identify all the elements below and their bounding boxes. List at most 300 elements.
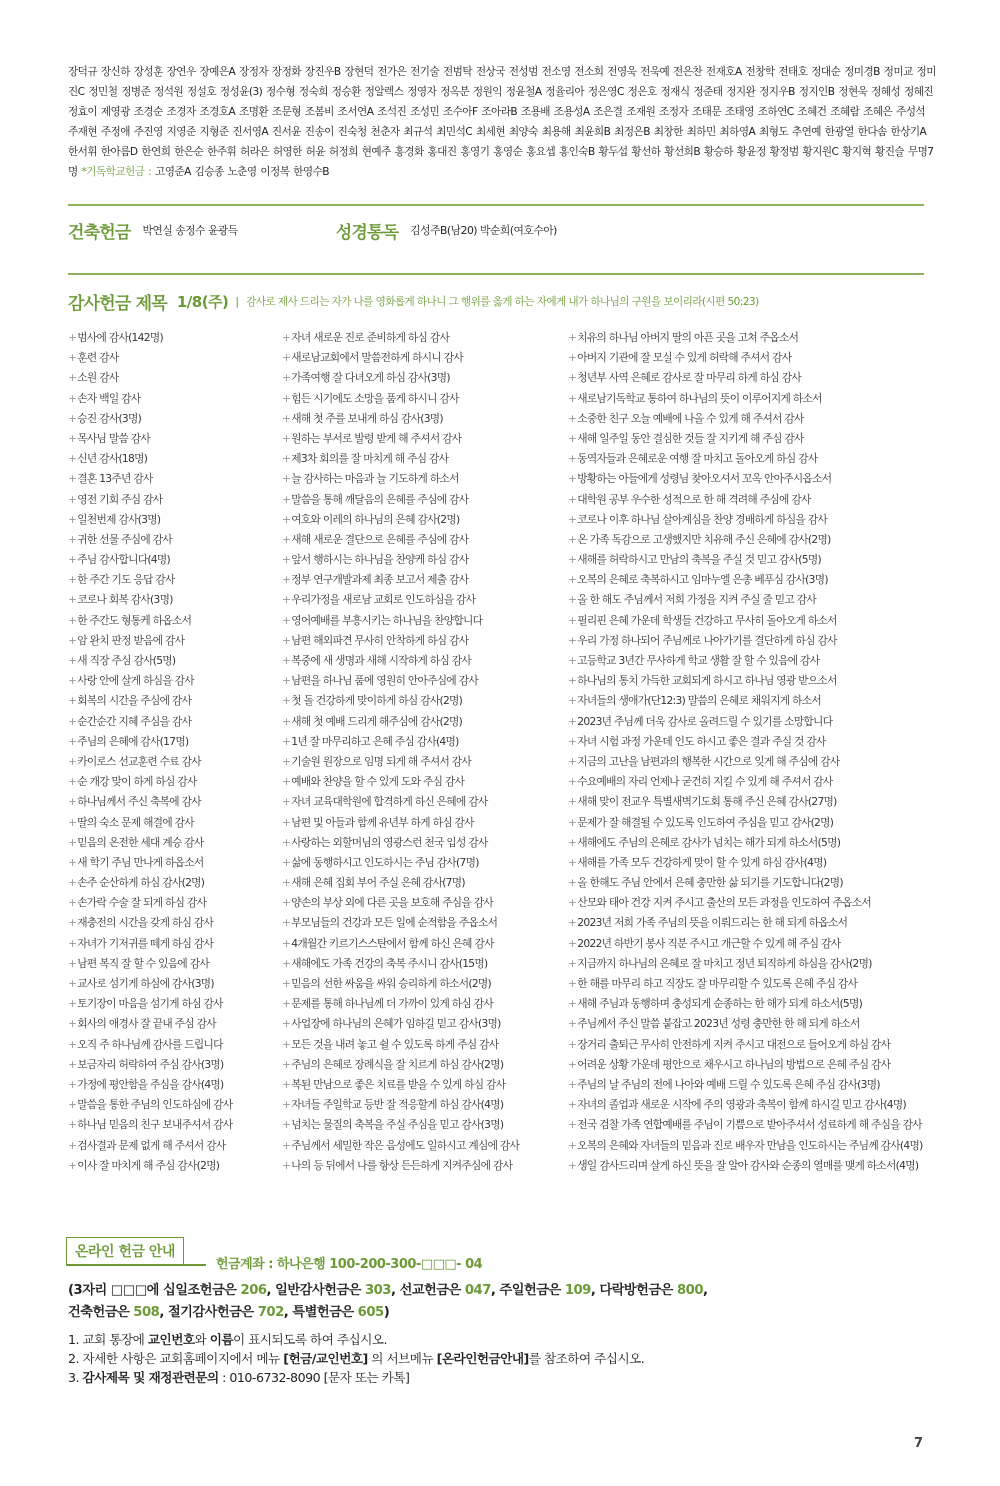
plus-icon: + [568, 754, 577, 768]
plus-icon: + [568, 1077, 577, 1091]
thanks-item [68, 732, 232, 752]
plus-icon: + [282, 331, 291, 344]
thanks-item [568, 893, 923, 913]
plus-icon: + [68, 371, 77, 385]
plus-icon: + [282, 613, 291, 627]
thanks-item-text: 새해 첫 주를 보내게 하심 감사(3명) [291, 411, 443, 425]
thanks-item [68, 510, 232, 530]
thanks-item-text: 우리 가정 하나되어 주님께로 나아가기를 결단하게 하심 감사 [577, 633, 837, 647]
thanks-item-text: 신년 감사(18명) [77, 452, 148, 466]
thanks-item-text: 하나님께서 주신 축복에 감사 [77, 795, 201, 809]
thanks-item-text: 남편 복직 잘 할 수 있음에 감사 [77, 956, 209, 970]
plus-icon: + [568, 573, 577, 587]
thanks-item-text: 일천번제 감사(3명) [77, 512, 161, 526]
divider-middle [68, 273, 924, 275]
code-label: 일반감사헌금은 [275, 1283, 361, 1298]
thanks-item [568, 550, 923, 570]
thanks-item-text: 자녀가 기저귀를 떼게 하심 감사 [77, 936, 214, 950]
plus-icon: + [68, 452, 77, 466]
thanks-item [68, 348, 232, 368]
plus-icon: + [568, 613, 577, 627]
thanks-item-text: 한 주간 기도 응답 감사 [77, 573, 175, 587]
thanks-item [282, 1095, 519, 1115]
thanks-item-text: 교사로 섬기게 하심에 감사(3명) [77, 977, 214, 990]
thanks-item [68, 1156, 232, 1176]
building-bible-row [68, 215, 557, 245]
plus-icon: + [568, 553, 577, 567]
thanks-item [68, 893, 232, 913]
thanks-item-text: 4개월간 키르기스스탄에서 함께 하신 은혜 감사 [291, 936, 494, 950]
thanks-item-text: 가정에 평안함을 주심을 감사(4명) [77, 1077, 224, 1091]
thanks-item-text: 믿음의 선한 싸움을 싸워 승리하게 하소서(2명) [291, 977, 492, 990]
thanks-item-text: 자녀들의 생애가(단12:3) 말씀의 은혜로 채워지게 하소서 [577, 694, 821, 708]
thanks-item-text: 새해 일주일 동안 결심한 것들 잘 지키게 해 주심 감사 [577, 431, 804, 445]
plus-icon: + [68, 1017, 77, 1031]
thanks-item-text: 순 개강 맞이 하게 하심 감사 [77, 775, 197, 789]
thanks-item [568, 712, 923, 732]
thanks-item [568, 1075, 923, 1095]
plus-icon: + [68, 593, 77, 607]
thanks-item [568, 1014, 923, 1034]
thanks-item-text: 올 한해도 주님 안에서 은혜 충만한 삶 되기를 기도합니다(2명) [577, 876, 843, 890]
thanks-item [68, 590, 232, 610]
plus-icon: + [282, 855, 291, 869]
thanks-item-text: 재충전의 시간을 갖게 하심 감사 [77, 916, 214, 930]
plus-icon: + [568, 876, 577, 890]
plus-icon: + [568, 1098, 577, 1112]
plus-icon: + [568, 654, 577, 667]
thanks-item-text: 사랑 안에 살게 하심을 감사 [77, 674, 194, 688]
plus-icon: + [568, 431, 577, 445]
plus-icon: + [68, 654, 77, 667]
donor-names: 장덕규 장신하 장성훈 장연우 장예은A 장정자 장정화 장진우B 장현덕 전가은 전기술 전범탁 전상국 전성범 전소영 전소희 전영욱 전욱예 전은찬 전재호A 전창학 전태호 정대순 정미경B 정미교 정미진C 정민철 정병준 정석원 정설호 정성윤(3) 정수형 정숙희 정승환 정알렉스 정영자 정옥분 정원익 정윤철A 정율리아 정은영C 정은호 정재식 정준태 정지완 정지우B 정지인B 정현욱 정혜성 정혜진 정효이 제영광 조경순 조경자 조경호A 조명환 조문형 조봄비 조서연A 조석진 조성민 조수아F 조아라B 조용배 조용성A 조은결 조재원 조정자 조태문 조태영 조하연C 조혜건 조혜람 조혜은 주성석 주재현 주정애 주진영 지영준 지형준 진서영A 진서윤 진송이 진숙청 천춘자 최규석 최민석C 최세현 최양숙 최용해 최윤희B 최정은B 최창한 최하민 최하영A 최형도 추연예 한광열 한다솜 한상기A 한서휘 한아름D 한연희 한은순 한주휘 허라은 허영한 허윤 허정희 현예주 홍경화 홍대진 홍영기 홍영순 홍요셉 홍인숙B 황두섭 황선하 황선희B 황승하 황윤정 황정범 황지원C 황지혁 황진슬 무명7명 [68, 66, 936, 178]
thanks-item-text: 보금자리 허락하여 주심 감사(3명) [77, 1057, 224, 1071]
code-number: 702 [257, 1305, 284, 1320]
thanks-item [568, 490, 923, 510]
plus-icon: + [282, 411, 291, 425]
plus-icon: + [568, 512, 577, 526]
thanks-item-text: 토기장이 마음을 섬기게 하심 감사 [77, 997, 223, 1011]
thanks-item [68, 853, 232, 873]
plus-icon: + [568, 1017, 577, 1031]
plus-icon: + [68, 1098, 77, 1112]
thanks-separator: | [235, 294, 240, 308]
thanks-item-text: 영어예배를 부흥시키는 하나님을 찬양합니다 [291, 613, 483, 627]
plus-icon: + [282, 532, 291, 546]
plus-icon: + [282, 835, 291, 849]
thanks-item-text: 암 완치 판정 받음에 감사 [77, 633, 185, 647]
thanks-item-text: 첫 돌 건강하게 맞이하게 하심 감사(2명) [291, 694, 463, 708]
code-label: 특별헌금은 [292, 1305, 354, 1320]
thanks-item-text: 훈련 감사 [77, 351, 119, 365]
thanks-item [282, 1156, 519, 1176]
thanks-item-text: 2023년 주님께 더욱 감사로 올려드릴 수 있기를 소망합니다 [577, 714, 833, 728]
thanks-item-text: 오직 주 하나님께 감사를 드립니다 [77, 1037, 223, 1051]
thanks-item [282, 873, 519, 893]
thanks-item-text: 복된 만남으로 좋은 치료를 받을 수 있게 하심 감사 [291, 1077, 506, 1091]
thanks-item [68, 1136, 232, 1156]
thanks-item [68, 712, 232, 732]
thanks-item [568, 833, 923, 853]
thanks-item [68, 954, 232, 974]
code-label: 건축헌금은 [68, 1305, 130, 1320]
note-3: 3. 감사제목 및 재정관련문의 : 010-6732-8090 [문자 또는 카톡] [68, 1370, 410, 1385]
plus-icon: + [282, 1017, 291, 1031]
plus-icon: + [68, 1158, 77, 1172]
plus-icon: + [282, 633, 291, 647]
thanks-item [282, 671, 519, 691]
thanks-item-text: 새해 첫 예배 드리게 해주심에 감사(2명) [291, 714, 463, 728]
thanks-item [568, 328, 923, 348]
thanks-column-1 [68, 328, 232, 1176]
thanks-item [68, 1115, 232, 1135]
plus-icon: + [282, 1158, 291, 1172]
thanks-item [68, 550, 232, 570]
code-label: 십일조헌금은 [162, 1283, 237, 1298]
thanks-item [68, 1095, 232, 1115]
thanks-item-text: 코로나 이후 하나님 살아계심을 찬양 경배하게 하심을 감사 [577, 512, 828, 526]
bible-names: 김성주B(남20) 박순희(여호수아) [410, 223, 557, 237]
plus-icon: + [282, 876, 291, 890]
thanks-item [568, 1055, 923, 1075]
thanks-item [282, 348, 519, 368]
plus-icon: + [282, 492, 291, 506]
plus-icon: + [282, 674, 291, 688]
thanks-item [282, 1075, 519, 1095]
plus-icon: + [282, 452, 291, 466]
thanks-item-text: 넘치는 물질의 축복을 주실 주심을 믿고 감사(3명) [291, 1118, 504, 1132]
school-offering-label: *기독학교헌금 : [81, 166, 152, 178]
plus-icon: + [68, 391, 77, 405]
thanks-item [282, 651, 519, 671]
plus-icon: + [68, 795, 77, 809]
plus-icon: + [568, 977, 577, 990]
thanks-item-text: 필리핀 은혜 가운데 학생들 건강하고 무사히 돌아오게 하소서 [577, 613, 837, 627]
thanks-item [568, 389, 923, 409]
thanks-item [568, 671, 923, 691]
thanks-item-text: 주님께서 주신 말씀 붙잡고 2023년 성령 충만한 한 해 되게 하소서 [577, 1017, 860, 1031]
thanks-item-text: 주님의 날 주님의 전에 나아와 예배 드릴 수 있도록 은혜 주심 감사(3명) [577, 1077, 880, 1091]
thanks-item [568, 954, 923, 974]
thanks-item [568, 651, 923, 671]
thanks-date: 1/8(주) [176, 292, 229, 311]
thanks-item [282, 893, 519, 913]
plus-icon: + [68, 1057, 77, 1071]
thanks-item-text: 청년부 사역 은혜로 감사로 잘 마무리 하게 하심 감사 [577, 371, 801, 385]
thanks-item [282, 934, 519, 954]
thanks-item-text: 정부 연구개발과제 최종 보고서 제출 감사 [291, 573, 469, 587]
thanks-item [282, 631, 519, 651]
plus-icon: + [568, 835, 577, 849]
thanks-verse: 감사로 제사 드리는 자가 나를 영화롭게 하나니 그 행위를 옳게 하는 자에게 내가 하나님의 구원을 보이리라(시편 50:23) [246, 295, 759, 308]
thanks-item-text: 지금의 고난을 남편과의 행복한 시간으로 잊게 해 주심에 감사 [577, 754, 840, 768]
thanks-item [282, 409, 519, 429]
thanks-item [568, 873, 923, 893]
thanks-item-text: 문제를 통해 하나님께 더 가까이 있게 하심 감사 [291, 997, 494, 1011]
thanks-item-text: 하나님 믿음의 친구 보내주셔서 감사 [77, 1118, 233, 1132]
thanks-item-text: 남편 및 아들과 함께 유년부 하게 하심 감사 [291, 815, 474, 829]
thanks-item [68, 368, 232, 388]
plus-icon: + [568, 815, 577, 829]
plus-icon: + [568, 411, 577, 425]
account-number: 헌금계좌 : 하나은행 100-200-300-□□□- 04 [216, 1257, 483, 1272]
page-number: 7 [914, 1436, 924, 1451]
thanks-item-text: 문제가 잘 해결될 수 있도록 인도하여 주심을 믿고 감사(2명) [577, 815, 834, 829]
plus-icon: + [568, 714, 577, 728]
thanks-item-text: 어려운 상황 가운데 평안으로 채우시고 하나님의 방법으로 은혜 주심 감사 [577, 1057, 891, 1071]
offering-codes: (3자리 □□□에 십일조헌금은 206, 일반감사헌금은 303, 선교헌금은 047, 주일헌금은 109, 다락방헌금은 800, 건축헌금은 508, 절기감사헌금은 702, 특별헌금은 605) [68, 1283, 708, 1320]
thanks-item [568, 732, 923, 752]
thanks-item [568, 994, 923, 1014]
plus-icon: + [68, 431, 77, 445]
thanks-item [68, 389, 232, 409]
thanks-item-text: 사랑하는 외할머님의 영광스런 천국 입성 감사 [291, 835, 488, 849]
thanks-item [568, 853, 923, 873]
plus-icon: + [568, 734, 577, 748]
thanks-item [282, 611, 519, 631]
thanks-item [282, 429, 519, 449]
thanks-item-text: 여호와 이레의 하나님의 은혜 감사(2명) [291, 512, 460, 526]
thanks-item-text: 자녀 교육대학원에 합격하게 하신 은혜에 감사 [291, 795, 488, 809]
thanks-item [568, 429, 923, 449]
plus-icon: + [282, 1037, 291, 1051]
thanks-column-2 [282, 328, 519, 1176]
thanks-item [68, 752, 232, 772]
thanks-item [568, 510, 923, 530]
plus-icon: + [68, 553, 77, 567]
plus-icon: + [282, 1098, 291, 1112]
thanks-item [68, 570, 232, 590]
thanks-item [68, 873, 232, 893]
code-number: 206 [240, 1283, 267, 1298]
plus-icon: + [282, 391, 291, 405]
thanks-item [282, 772, 519, 792]
thanks-item [568, 409, 923, 429]
plus-icon: + [568, 936, 577, 950]
online-notes [68, 1330, 644, 1387]
thanks-item-text: 범사에 감사(142명) [77, 331, 163, 344]
plus-icon: + [68, 896, 77, 910]
thanks-item-text: 장거리 출퇴근 무사히 안전하게 지켜 주시고 대전으로 들어오게 하심 감사 [577, 1037, 891, 1051]
thanks-item-text: 소원 감사 [77, 371, 119, 385]
thanks-item-text: 자녀 시험 과정 가운데 인도 하시고 좋은 결과 주실 것 감사 [577, 734, 826, 748]
plus-icon: + [282, 714, 291, 728]
plus-icon: + [568, 1138, 577, 1152]
plus-icon: + [568, 371, 577, 385]
plus-icon: + [282, 371, 291, 385]
thanks-item [282, 389, 519, 409]
plus-icon: + [282, 896, 291, 910]
thanks-item-text: 손주 순산하게 하심 감사(2명) [77, 876, 205, 890]
plus-icon: + [282, 775, 291, 789]
code-number: 605 [357, 1305, 384, 1320]
plus-icon: + [282, 654, 291, 667]
thanks-item-text: 새 학기 주님 만나게 하옵소서 [77, 855, 204, 869]
plus-icon: + [568, 775, 577, 789]
thanks-item [282, 570, 519, 590]
plus-icon: + [282, 593, 291, 607]
thanks-item [68, 409, 232, 429]
thanks-item-text: 믿음의 온전한 세대 계승 감사 [77, 835, 204, 849]
plus-icon: + [68, 815, 77, 829]
code-number: 303 [364, 1283, 391, 1298]
plus-icon: + [282, 1057, 291, 1071]
thanks-item-text: 자녀 새로운 진로 준비하게 하심 감사 [291, 331, 450, 344]
thanks-item [282, 974, 519, 994]
thanks-item-text: 새로남기독학교 통하여 하나님의 뜻이 이루어지게 하소서 [577, 391, 822, 405]
thanks-item-text: 앞서 행하시는 하나님을 찬양케 하심 감사 [291, 553, 469, 567]
plus-icon: + [282, 815, 291, 829]
thanks-item [282, 1014, 519, 1034]
thanks-item-text: 나의 등 뒤에서 나를 항상 든든하게 지켜주심에 감사 [291, 1158, 513, 1172]
plus-icon: + [68, 351, 77, 365]
online-title: 온라인 헌금 안내 [66, 1237, 184, 1265]
thanks-item-text: 주님의 은혜로 장례식을 잘 치르게 하심 감사(2명) [291, 1057, 504, 1071]
plus-icon: + [568, 351, 577, 365]
thanks-item-text: 새해 새로운 결단으로 은혜를 주심에 감사 [291, 532, 469, 546]
thanks-item [68, 651, 232, 671]
code-label: 절기감사헌금은 [167, 1305, 254, 1320]
thanks-item [568, 974, 923, 994]
thanks-item [282, 732, 519, 752]
thanks-item-text: 오복의 은혜로 축복하시고 임마누엘 은총 베푸심 감사(3명) [577, 573, 828, 587]
thanks-item [68, 1075, 232, 1095]
thanks-item-text: 검사결과 문제 없게 해 주셔서 감사 [77, 1138, 226, 1152]
plus-icon: + [568, 896, 577, 910]
thanks-item-text: 가족여행 잘 다녀오게 하심 감사(3명) [291, 371, 450, 385]
thanks-item-text: 소중한 친구 오늘 예배에 나올 수 있게 해 주셔서 감사 [577, 411, 804, 425]
thanks-item-text: 남편 해외파견 무사히 안착하게 하심 감사 [291, 633, 469, 647]
plus-icon: + [568, 694, 577, 708]
plus-icon: + [68, 775, 77, 789]
school-offering-names: 고영준A 김승종 노춘영 이정복 한영수B [155, 166, 329, 178]
note-1: 1. 교회 통장에 교인번호와 이름이 표시되도록 하여 주십시오. [68, 1332, 388, 1347]
code-number: 109 [564, 1283, 591, 1298]
thanks-item-text: 한 해를 마무리 하고 직장도 잘 마무리할 수 있도록 은혜 주심 감사 [577, 977, 858, 990]
thanks-item [68, 469, 232, 489]
plus-icon: + [568, 633, 577, 647]
thanks-item-text: 목사님 말씀 감사 [77, 431, 151, 445]
thanks-item-text: 새해 주님과 동행하며 충성되게 순종하는 한 해가 되게 하소서(5명) [577, 997, 863, 1011]
thanks-item-text: 대학원 공부 우수한 성적으로 한 해 격려해 주심에 감사 [577, 492, 811, 506]
thanks-item [68, 1055, 232, 1075]
thanks-item-text: 아버지 기관에 잘 모실 수 있게 허락해 주셔서 감사 [577, 351, 792, 365]
thanks-item [568, 934, 923, 954]
thanks-item [282, 792, 519, 812]
plus-icon: + [282, 694, 291, 708]
plus-icon: + [68, 977, 77, 990]
plus-icon: + [68, 876, 77, 890]
thanks-item [68, 792, 232, 812]
plus-icon: + [68, 754, 77, 768]
thanks-item [68, 429, 232, 449]
thanks-item [282, 833, 519, 853]
thanks-item-text: 한 주간도 형통케 하옵소서 [77, 613, 192, 627]
thanks-item-text: 결혼 13주년 감사 [77, 472, 153, 486]
plus-icon: + [282, 1138, 291, 1152]
plus-icon: + [568, 916, 577, 930]
thanks-item [282, 994, 519, 1014]
plus-icon: + [568, 855, 577, 869]
thanks-item-text: 새해를 가족 모두 건강하게 맞이 할 수 있게 하심 감사(4명) [577, 855, 827, 869]
plus-icon: + [68, 492, 77, 506]
thanks-item [568, 813, 923, 833]
thanks-item-text: 순간순간 지혜 주심을 감사 [77, 714, 192, 728]
code-label: 선교헌금은 [399, 1283, 461, 1298]
thanks-item-text: 새해 은혜 집회 부어 주실 은혜 감사(7명) [291, 876, 465, 890]
thanks-item [282, 510, 519, 530]
thanks-item-text: 코로나 회복 감사(3명) [77, 593, 173, 607]
thanks-item-text: 자녀의 졸업과 새로운 시작에 주의 영광과 축복이 함께 하시길 믿고 감사(4명) [577, 1098, 907, 1112]
plus-icon: + [282, 472, 291, 486]
thanks-item [282, 490, 519, 510]
thanks-item [568, 530, 923, 550]
thanks-item-text: 카이로스 선교훈련 수료 감사 [77, 754, 201, 768]
plus-icon: + [568, 1037, 577, 1051]
thanks-item-text: 오복의 은혜와 자녀들의 믿음과 진로 배우자 만남을 인도하시는 주님께 감사(4명) [577, 1138, 923, 1152]
thanks-item-text: 영전 기회 주심 감사 [77, 492, 163, 506]
building-names: 박연실 송정수 윤광득 [142, 223, 238, 237]
plus-icon: + [282, 795, 291, 809]
thanks-item [68, 611, 232, 631]
thanks-item [68, 1014, 232, 1034]
thanks-item-text: 제3차 회의를 잘 마치게 해 주심 감사 [291, 452, 449, 466]
thanks-header [68, 288, 759, 314]
thanks-item-text: 원하는 부서로 발령 받게 해 주셔서 감사 [291, 431, 462, 445]
plus-icon: + [68, 613, 77, 627]
code-number: 800 [676, 1283, 704, 1298]
thanks-item [568, 449, 923, 469]
thanks-item-text: 딸의 숙소 문제 해결에 감사 [77, 815, 194, 829]
plus-icon: + [568, 997, 577, 1011]
thanks-item-text: 주님께서 세밀한 작은 음성에도 일하시고 계심에 감사 [291, 1138, 520, 1152]
thanks-item [282, 954, 519, 974]
plus-icon: + [282, 573, 291, 587]
plus-icon: + [568, 1118, 577, 1132]
thanks-item-text: 회복의 시간을 주심에 감사 [77, 694, 192, 708]
thanks-item-text: 1년 잘 마무리하고 은혜 주심 감사(4명) [291, 734, 459, 748]
thanks-item-text: 온 가족 독감으로 고생했지만 치유해 주신 은혜에 감사(2명) [577, 532, 831, 546]
thanks-item-text: 회사의 애경사 잘 끝내 주심 감사 [77, 1017, 216, 1031]
thanks-item [568, 469, 923, 489]
thanks-item [568, 590, 923, 610]
plus-icon: + [68, 472, 77, 486]
thanks-item-text: 말씀을 통해 깨달음의 은혜를 주심에 감사 [291, 492, 469, 506]
plus-icon: + [68, 997, 77, 1011]
thanks-item [68, 691, 232, 711]
thanks-item [68, 934, 232, 954]
thanks-item [568, 1136, 923, 1156]
thanks-item-text: 복중에 새 생명과 새해 시작하게 하심 감사 [291, 654, 472, 667]
thanks-item-text: 남편을 하나님 품에 영원히 안아주심에 감사 [291, 674, 478, 688]
plus-icon: + [282, 512, 291, 526]
plus-icon: + [282, 1077, 291, 1091]
plus-icon: + [68, 512, 77, 526]
plus-icon: + [68, 916, 77, 930]
thanks-item-text: 승진 감사(3명) [77, 411, 142, 425]
thanks-item [282, 1115, 519, 1135]
thanks-item [568, 1095, 923, 1115]
thanks-item [568, 752, 923, 772]
plus-icon: + [68, 1037, 77, 1051]
thanks-item-text: 산모와 태아 건강 지켜 주시고 출산의 모든 과정을 인도하여 주옵소서 [577, 896, 872, 910]
thanks-item [282, 590, 519, 610]
thanks-item [568, 368, 923, 388]
thanks-item-text: 새해에도 주님의 은혜로 감사가 넘치는 해가 되게 하소서(5명) [577, 835, 841, 849]
code-label: 다락방헌금은 [599, 1283, 673, 1298]
plus-icon: + [68, 835, 77, 849]
note-2: 2. 자세한 사항은 교회홈페이지에서 메뉴 [헌금/교인번호] 의 서브메뉴 [온라인헌금안내]를 참조하여 주십시오. [68, 1351, 645, 1366]
